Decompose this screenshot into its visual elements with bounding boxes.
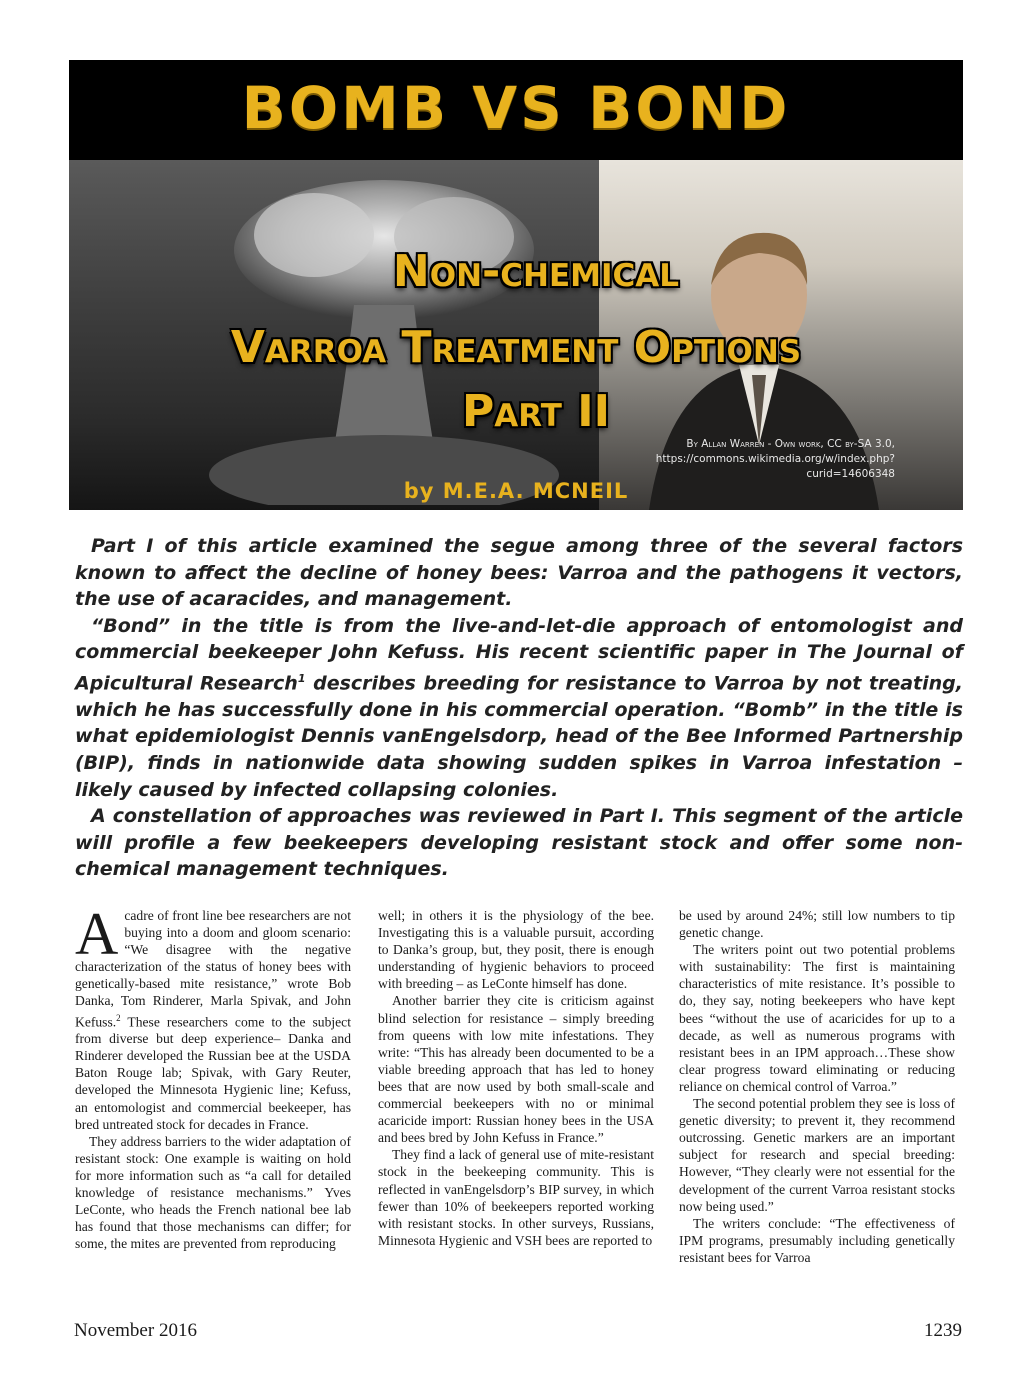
- body-column-1: [75, 901, 351, 1252]
- banner-title: BOMB VS BOND: [241, 74, 791, 142]
- body-paragraph: The writers point out two potential problems with sustainability: The first is maintaining characteristics of mite resistance. It’s possible to do, they say, noting beekeepers who have kept bees “without the use of acaricides for up to a decade, as well as numerous programs with resistant bees in an IPM approach…These show clear progress toward eliminating or reducing reliance on chemical control of Varroa.”: [679, 942, 955, 1094]
- body-paragraph: They address barriers to the wider adaptation of resistant stock: One example is waiting on hold for more information such as “a call for detailed knowledge of resistance mechanisms.” Yves LeConte, who heads the French national bee lab has found that those mechanisms can differ; for some, the mites are prevented from reproducing: [75, 1133, 351, 1252]
- issue-date: November 2016: [74, 1320, 197, 1341]
- overlay-title-line2: Varroa Treatment Options: [230, 322, 802, 373]
- intro-text: “Bond” in the title is from the live-and-let-die approach of entomologist and commercial beekeeper John Kefuss. His recent scientific paper in The Journal of Apicultural Research: [75, 614, 963, 695]
- photo-credit-url: https://commons.wikimedia.org/w/index.php?curid=14606348: [655, 453, 895, 480]
- article-banner: [69, 60, 963, 510]
- author-byline: by M.E.A. MCNEIL: [403, 479, 629, 503]
- body-text: cadre of front line bee researchers are not buying into a doom and gloom scenario: “We disagree with the negative characterization of the status of honey bees with genetically-based mite resistance,” wrote Bob Danka, Tom Rinderer, Marla Spivak, and John Kefuss.: [75, 908, 351, 1030]
- body-paragraph: be used by around 24%; still low numbers to tip genetic change.: [679, 908, 955, 941]
- intro-paragraph: A constellation of approaches was reviewed in Part I. This segment of the article will profile a few beekeepers developing resistant stock and offer some non-chemical management techniques.: [75, 805, 963, 881]
- body-paragraph: [75, 901, 351, 1133]
- drop-cap: A: [75, 901, 119, 967]
- footnote-ref: 2: [116, 1012, 121, 1023]
- body-paragraph: They find a lack of general use of mite-resistant stock in the beekeeping community. This is reflected in vanEngelsdorp’s BIP survey, in which fewer than 10% of beekeepers reported working with resistant stocks. In other surveys, Russians, Minnesota Hygienic and VSH bees are reported to: [378, 1147, 654, 1248]
- body-column-2: [378, 907, 654, 1249]
- body-paragraph: The second potential problem they see is loss of genetic diversity; to prevent it, they recommend outcrossing. Genetic markers are an important subject for research and special breeding: However, “They clearly were not essential for the development of the current Varroa resistant stocks now being used.”: [679, 1096, 955, 1214]
- intro-paragraph: [75, 613, 963, 803]
- overlay-title-line3: Part II: [462, 386, 610, 437]
- overlay-title-line1: Non-chemical: [392, 246, 680, 297]
- page-number: 1239: [924, 1320, 962, 1341]
- footnote-ref: 1: [297, 671, 306, 685]
- intro-paragraph: Part I of this article examined the segue among three of the several factors known to affect the decline of honey bees: Varroa and the pathogens it vectors, the use of acaracides, and management.: [75, 535, 963, 611]
- body-text: These researchers come to the subject from diverse but deep experience– Danka and Rinderer developed the Russian bee at the USDA Baton Rouge lab; Spivak, with Gary Reuter, developed the Minnesota Hygienic line; Kefuss, an entomologist and commercial beekeeper, has bred untreated stock for decades in France.: [75, 1014, 351, 1132]
- body-paragraph: The writers conclude: “The effectiveness of IPM programs, presumably including genetically resistant bees for Varroa: [679, 1215, 955, 1265]
- body-paragraph: well; in others it is the physiology of the bee. Investigating this is a valuable pursuit, according to Danka’s group, but, they posit, there is enough understanding of hygienic behaviors to proceed with breeding – as LeConte himself has done.: [378, 908, 654, 992]
- body-paragraph: Another barrier they cite is criticism against blind selection for resistance – simply breeding from queens with low mite infestations. They write: “This has already been documented to be a viable breeding approach that has led to honey bees that are now used by both small-scale and commercial beekeepers with no or minimal acaricide import: Russian honey bees in the USA and bees bred by John Kefuss in France.”: [378, 993, 654, 1146]
- body-column-3: [679, 907, 955, 1266]
- photo-credit-author: By Allan Warren - Own work, CC by-SA 3.0,: [686, 438, 895, 450]
- photo-credit: [615, 437, 895, 482]
- article-intro: [75, 533, 963, 883]
- intro-text: describes breeding for resistance to Varroa by not treating, which he has successfully done in his commercial operation. “Bomb” in the title is what epidemiologist Dennis vanEngelsdorp, head of the Bee Informed Partnership (BIP), finds in nationwide data showing sudden spikes in Varroa infestation – likely caused by infected collapsing colonies.: [75, 672, 963, 801]
